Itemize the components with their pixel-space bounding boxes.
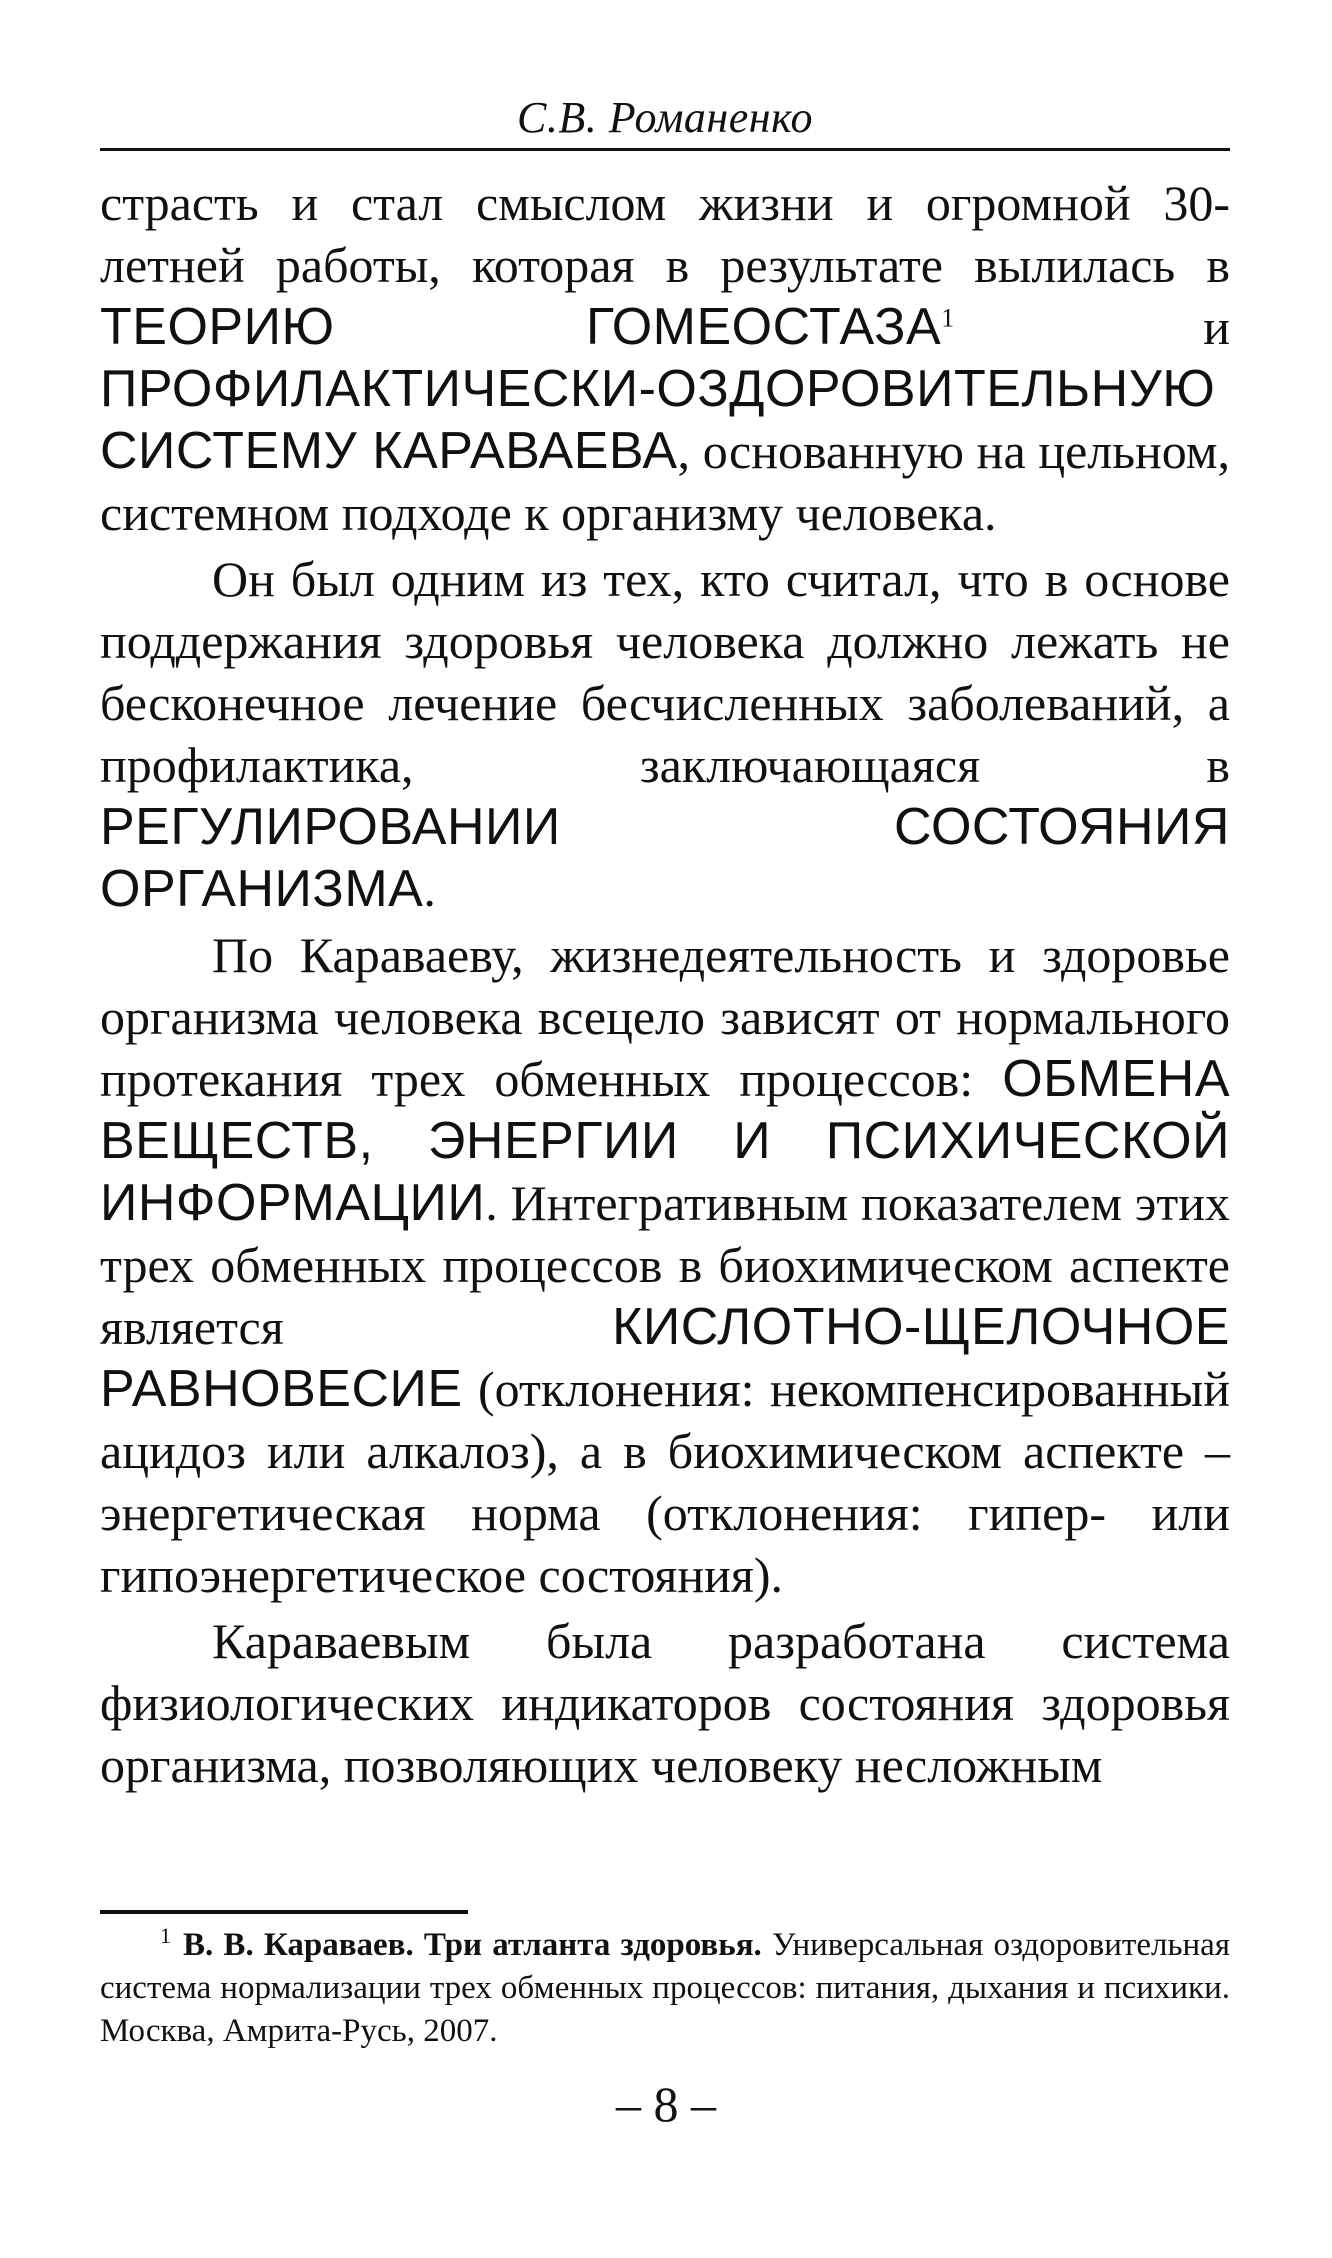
p3-term-acid-base: КИСЛОТНО-ЩЕЛОЧНОЕ РАВНОВЕСИЕ (100, 1298, 1230, 1418)
footnote-text: Универсальная оздоровительная система нормализации трех обменных процессов: питания, дыхания и психики. Москва, Амрита-Русь, 2007. (100, 1927, 1230, 2049)
p3-text-1: По Караваеву, жизнедеятельность и здоровье организма человека всецело зависят от нормального протекания трех обменных процессов: (100, 927, 1230, 1107)
paragraph-2 (100, 548, 1230, 920)
header-divider (100, 148, 1230, 151)
p1-text-3: , основанную на цельном, системном подходе к организму человека. (100, 423, 1230, 541)
p3-text-3: (отклонения: некомпенсированный ацидоз или алкалоз), а в биохимическом аспекте – энергетическая норма (отклонения: гипер- или гипоэнергетическое состояния). (100, 1361, 1230, 1603)
running-head-author: С.В. Романенко (516, 93, 813, 142)
footnote-mark: 1 (160, 1923, 171, 1948)
p2-text-2: . (423, 861, 436, 917)
page-number: – 8 – (616, 2076, 716, 2132)
p3-text-2: . Интегративным показателем этих трех обменных процессов в биохимическом аспекте является (100, 1175, 1230, 1355)
p1-text-1: страсть и стал смыслом жизни и огромной 30-летней работы, которая в результате вылилась в (100, 175, 1230, 293)
p2-text-1: Он был одним из тех, кто считал, что в основе поддержания здоровья человека должно лежать не бесконечное лечение бесчисленных заболеваний, а профилактика, заключающаяся в (100, 551, 1230, 793)
p1-text-2: и (954, 299, 1230, 355)
p2-term-regulation: РЕГУЛИРОВАНИИ СОСТОЯНИЯ ОРГАНИЗМА (100, 798, 1230, 918)
main-text (100, 172, 1230, 1800)
paragraph-3 (100, 924, 1230, 1606)
p1-term-system: ПРОФИЛАКТИЧЕСКИ-ОЗДОРОВИТЕЛЬНУЮ СИСТЕМУ КАРАВАЕВА (100, 360, 1216, 480)
paragraph-1 (100, 172, 1230, 544)
paragraph-4 (100, 1610, 1230, 1796)
footnote-title: В. В. Караваев. Три атланта здоровья. (183, 1927, 762, 1963)
p4-text-1: Караваевым была разработана система физиологических индикаторов состояния здоровья организма, позволяющих человеку несложным (100, 1613, 1230, 1793)
footnote (100, 1924, 1230, 2053)
footnote-ref: 1 (941, 303, 955, 333)
p3-term-exchange: ОБМЕНА ВЕЩЕСТВ, ЭНЕРГИИ И ПСИХИЧЕСКОЙ ИНФОРМАЦИИ (100, 1050, 1230, 1232)
p1-term-homeostasis: ТЕОРИЮ ГОМЕОСТАЗА (100, 298, 942, 356)
footnote-divider (100, 1910, 468, 1914)
